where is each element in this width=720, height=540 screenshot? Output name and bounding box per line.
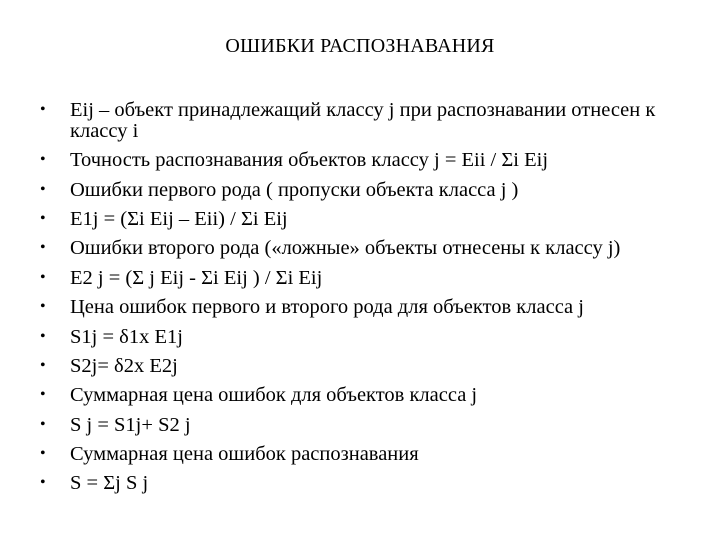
list-item xyxy=(40,473,700,494)
list-item xyxy=(40,444,700,465)
list-item xyxy=(40,415,700,436)
list-item xyxy=(40,297,700,318)
list-item xyxy=(40,356,700,377)
list-item-text: Суммарная цена ошибок для объектов класса j xyxy=(70,384,478,407)
list-item-text: S j = S1j+ S2 j xyxy=(70,413,191,436)
list-item-text: S2j= δ2x E2j xyxy=(70,354,178,377)
list-item xyxy=(40,180,700,201)
bullet-icon: • xyxy=(40,327,46,345)
slide-title: ОШИБКИ РАСПОЗНАВАНИЯ xyxy=(225,35,495,57)
list-item xyxy=(40,238,700,259)
bullet-icon: • xyxy=(40,268,46,286)
bullet-list xyxy=(40,100,700,503)
bullet-icon: • xyxy=(40,151,46,169)
bullet-icon: • xyxy=(40,415,46,433)
bullet-icon: • xyxy=(40,239,46,257)
bullet-icon: • xyxy=(40,209,46,227)
list-item-text: S = Σj S j xyxy=(70,472,149,495)
list-item-text: Цена ошибок первого и второго рода для объектов класса j xyxy=(70,296,584,319)
list-item-text: Ошибки первого рода ( пропуски объекта класса j ) xyxy=(70,178,519,201)
list-item xyxy=(40,209,700,230)
bullet-icon: • xyxy=(40,445,46,463)
list-item-text: E2 j = (Σ j Eij - Σi Eij ) / Σi Eij xyxy=(70,266,323,289)
list-item xyxy=(40,268,700,289)
bullet-icon: • xyxy=(40,356,46,374)
bullet-icon: • xyxy=(40,298,46,316)
list-item xyxy=(40,327,700,348)
list-item-text: E1j = (Σi Eij – Eii) / Σi Eij xyxy=(70,207,288,230)
list-item-text: Eij – объект принадлежащий классу j при распознавании отнесен к классу i xyxy=(70,99,656,142)
list-item-text: S1j = δ1x E1j xyxy=(70,325,183,348)
bullet-icon: • xyxy=(40,474,46,492)
list-item-text: Ошибки второго рода («ложные» объекты отнесены к классу j) xyxy=(70,237,621,260)
list-item xyxy=(40,100,700,142)
list-item-text: Точность распознавания объектов классу j = Eii / Σi Eij xyxy=(70,149,549,172)
list-item-text: Суммарная цена ошибок распознавания xyxy=(70,443,419,466)
list-item xyxy=(40,150,700,171)
list-item xyxy=(40,385,700,406)
bullet-icon: • xyxy=(40,180,46,198)
bullet-icon: • xyxy=(40,386,46,404)
bullet-icon: • xyxy=(40,101,46,118)
